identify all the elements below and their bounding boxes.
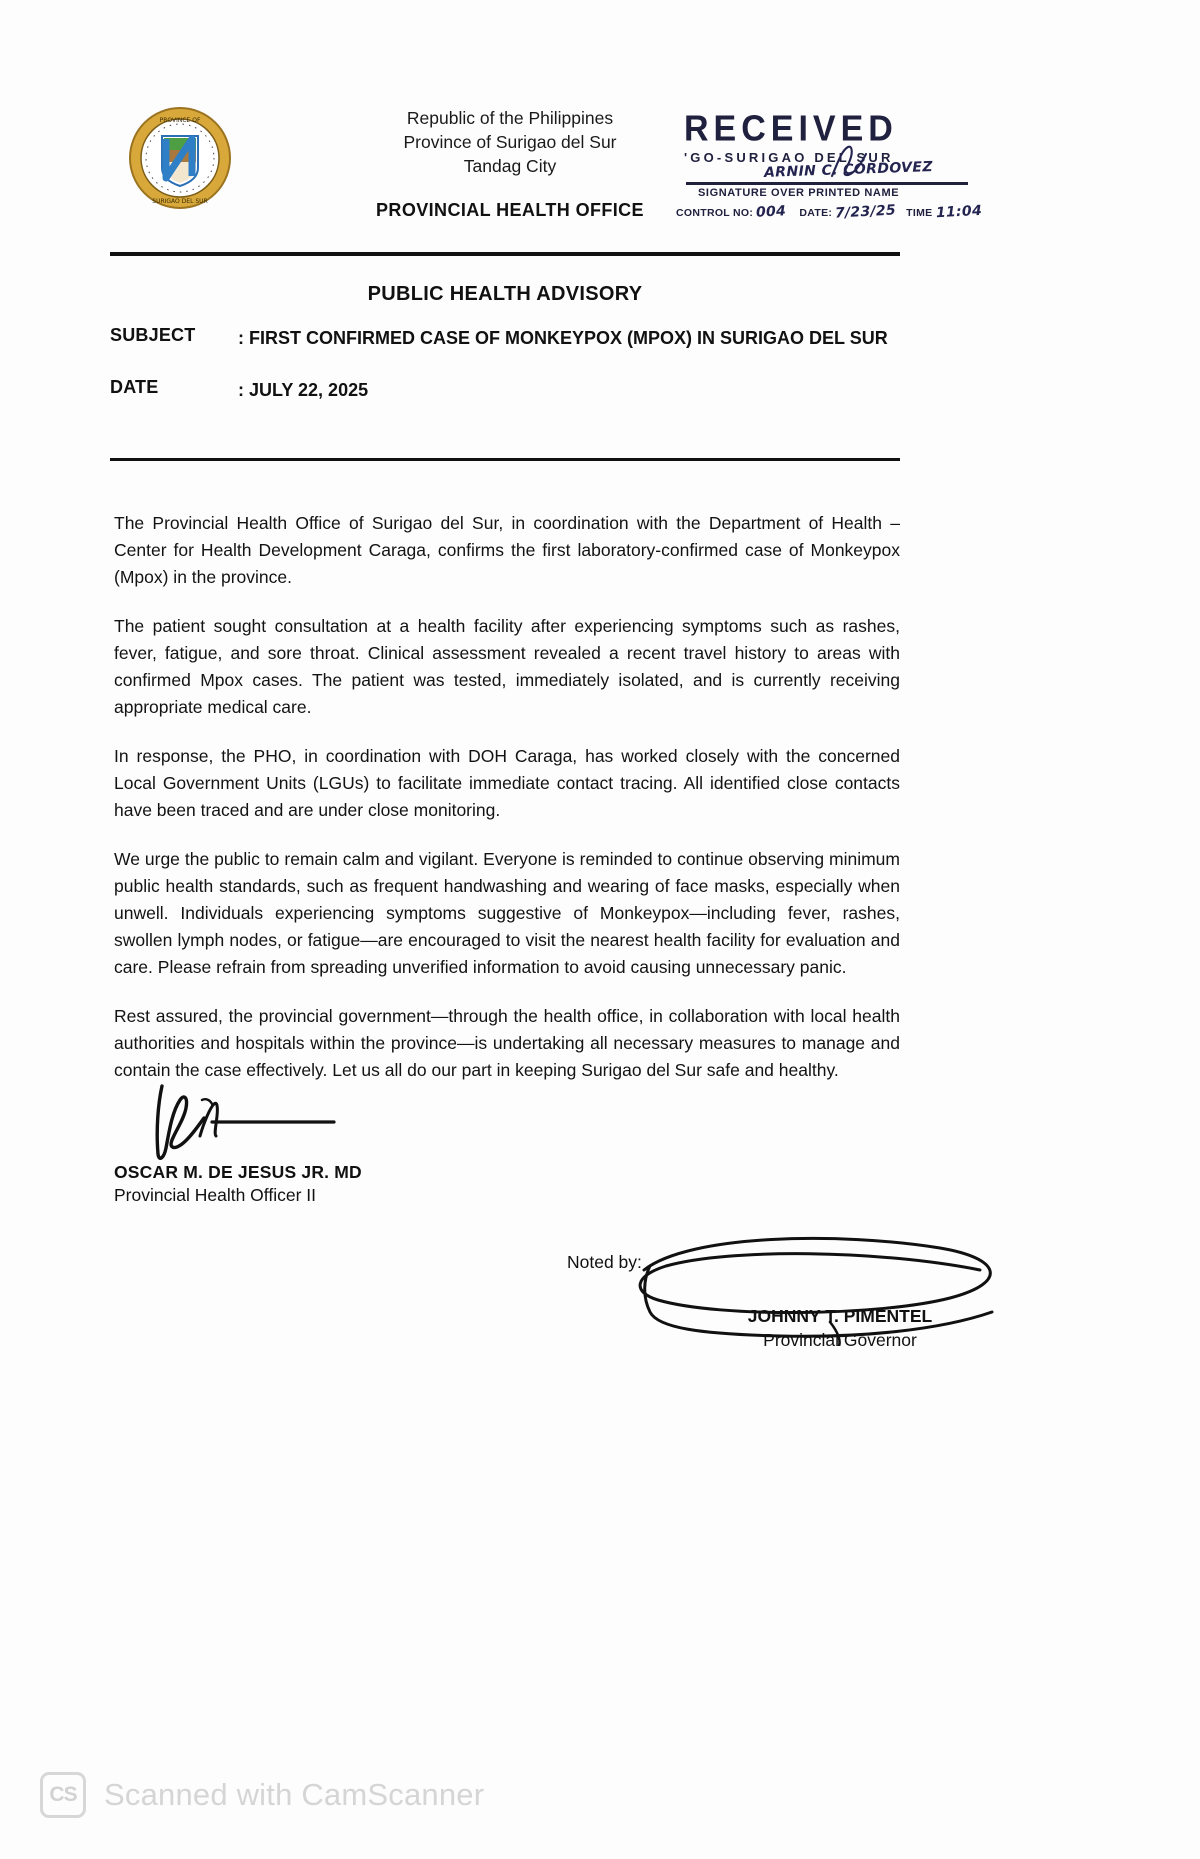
subject-row <box>110 325 910 351</box>
governor-signature-icon <box>580 1226 1020 1346</box>
stamp-control-value: 004 <box>756 203 787 221</box>
body-paragraph: We urge the public to remain calm and vigilant. Everyone is reminded to continue observing minimum public health standards, such as frequent handwashing and wearing of face masks, especially when unwell. Individuals experiencing symptoms suggestive of Monkeypox—including fever, rashes, swollen lymph nodes, or fatigue—are encouraged to visit the nearest health facility for evaluation and care. Please refrain from spreading unverified information to avoid causing unnecessary panic. <box>114 848 900 977</box>
body-paragraph: The patient sought consultation at a health facility after experiencing symptoms such as rashes, fever, fatigue, and sore throat. Clinical assessment revealed a recent travel history to areas with confirmed Mpox cases. The patient was tested, immediately isolated, and is currently receiving appropriate medical care. <box>114 615 900 717</box>
handwritten-signature-icon <box>114 1078 354 1160</box>
body-paragraph: Rest assured, the provincial government—through the health office, in collaboration with local health authorities and hospitals within the province—is undertaking all necessary measures to manage and contain the case effectively. Let us all do our part in keeping Surigao del Sur safe and healthy. <box>114 1005 900 1080</box>
meta-divider-rule <box>110 458 900 461</box>
signatory-name: OSCAR M. DE JESUS JR. MD <box>114 1162 362 1182</box>
stamp-date-value: 7/23/25 <box>835 202 897 222</box>
received-stamp <box>676 109 983 226</box>
svg-text:SURIGAO DEL SUR: SURIGAO DEL SUR <box>152 198 208 205</box>
signatory-title: Provincial Health Officer II <box>114 1185 316 1205</box>
stamp-control-line <box>676 202 983 222</box>
header-divider-rule <box>110 252 900 256</box>
noted-by-title: Provincial Governor <box>763 1330 917 1350</box>
header-center-text <box>300 106 720 221</box>
header-city: Tandag City <box>463 156 557 176</box>
stamp-received-label: RECEIVED <box>684 109 898 149</box>
signatory-signature <box>114 1078 354 1160</box>
document-header <box>0 96 1200 246</box>
provincial-seal-icon <box>128 106 232 210</box>
date-row <box>110 377 910 403</box>
body-paragraph: The Provincial Health Office of Surigao del Sur, in coordination with the Department of Health – Center for Health Development Caraga, confirms the first laboratory-confirmed case of Monkeypox (Mpox) in the province. <box>114 512 900 587</box>
camscanner-watermark <box>40 1772 484 1818</box>
date-value: : JULY 22, 2025 <box>238 380 369 400</box>
advisory-meta <box>110 325 910 409</box>
stamp-office-line: 'GO-SURIGAO DEL SUR <box>684 150 894 165</box>
body-paragraph: In response, the PHO, in coordination with DOH Caraga, has worked closely with the concerned Local Government Units (LGUs) to facilitate immediate contact tracing. All identified close contacts have been traced and are under close monitoring. <box>114 745 900 820</box>
header-republic: Republic of the Philippines <box>406 108 614 128</box>
camscanner-text: Scanned with CamScanner <box>104 1777 485 1812</box>
subject-value: : FIRST CONFIRMED CASE OF MONKEYPOX (MPOX) IN SURIGAO DEL SUR <box>238 328 888 348</box>
signatory-block <box>114 1078 534 1206</box>
svg-text:PROVINCE OF: PROVINCE OF <box>159 117 201 124</box>
stamp-time-label: TIME <box>906 207 933 219</box>
page-title: PUBLIC HEALTH ADVISORY <box>367 283 643 305</box>
advisory-body <box>114 492 900 1106</box>
stamp-control-label: CONTROL NO: <box>676 207 754 219</box>
date-label: DATE <box>110 377 159 397</box>
stamp-signature-rule <box>686 182 968 185</box>
camscanner-badge-icon: CS <box>40 1772 86 1818</box>
header-province: Province of Surigao del Sur <box>403 132 617 152</box>
stamp-signature-label: SIGNATURE OVER PRINTED NAME <box>698 187 900 199</box>
header-office: PROVINCIAL HEALTH OFFICE <box>376 200 644 220</box>
subject-label: SUBJECT <box>110 325 196 345</box>
noted-by-name: JOHNNY T. PIMENTEL <box>747 1306 933 1326</box>
stamp-time-value: 11:04 <box>935 202 983 222</box>
stamp-date-label: DATE: <box>799 207 833 219</box>
noted-by-label: Noted by: <box>567 1252 642 1272</box>
stamp-handwritten-name: ARNIN C. CORDOVEZ <box>763 159 934 181</box>
